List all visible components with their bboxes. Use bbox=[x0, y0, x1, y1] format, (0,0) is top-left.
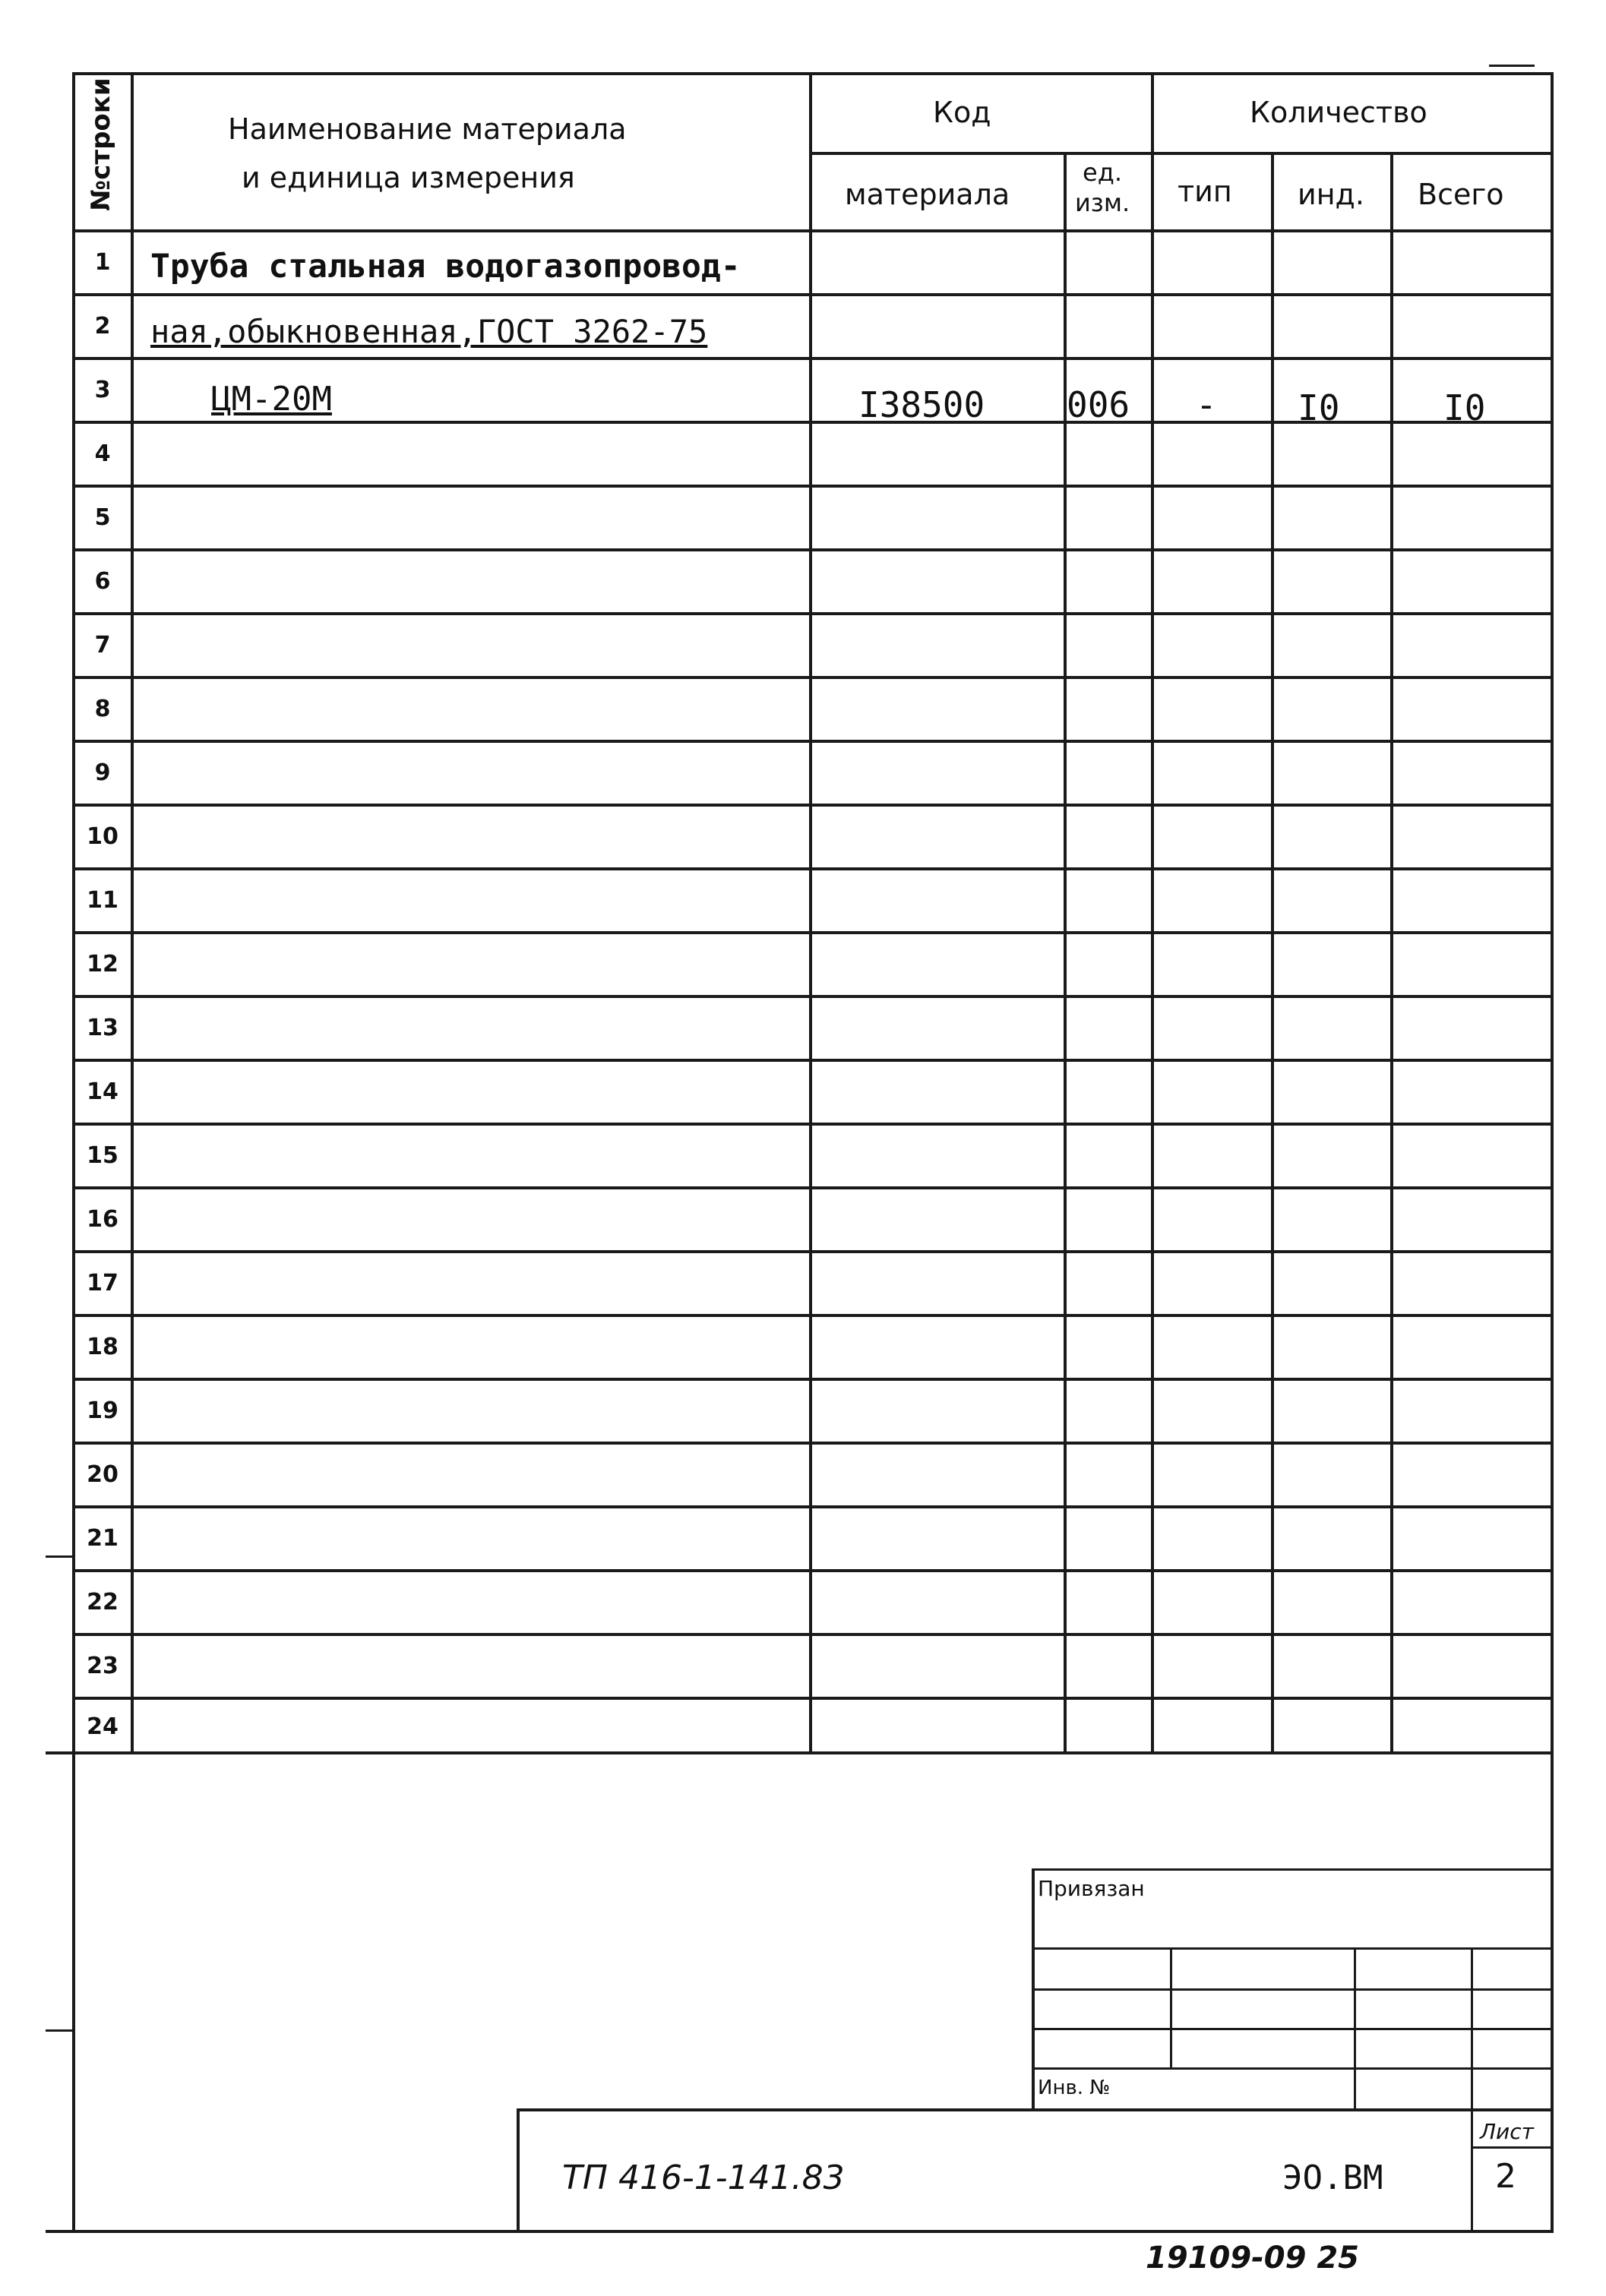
row-number: 24 bbox=[87, 1713, 119, 1740]
unit-code-cell: 006 bbox=[1067, 384, 1130, 425]
row-line-22 bbox=[72, 1633, 1554, 1636]
frame-right-line bbox=[1551, 72, 1554, 2233]
row-line-11 bbox=[72, 931, 1554, 934]
row-line-10 bbox=[72, 867, 1554, 870]
row-line-14 bbox=[72, 1123, 1554, 1126]
row-line-2 bbox=[72, 357, 1554, 360]
row-line-7 bbox=[72, 676, 1554, 679]
sheet-number: 2 bbox=[1495, 2157, 1516, 2196]
linked-label: Привязан bbox=[1038, 1876, 1145, 1901]
row-number: 1 bbox=[94, 249, 111, 276]
edge-mark-top bbox=[1489, 65, 1535, 67]
row-number: 4 bbox=[94, 441, 111, 467]
row-line-21 bbox=[72, 1569, 1554, 1572]
material-name-line2: ная,обыкновенная,ГОСТ 3262-75 bbox=[150, 313, 708, 350]
name-header-line2: и единица измерения bbox=[242, 161, 575, 194]
row-line-23 bbox=[72, 1697, 1554, 1700]
unit-header-line1: ед. bbox=[1083, 158, 1122, 187]
row-line-6 bbox=[72, 612, 1554, 615]
material-name-line3: ЦМ-20М bbox=[211, 380, 332, 418]
row-number: 21 bbox=[87, 1525, 119, 1552]
title-top-line bbox=[517, 2108, 1554, 2111]
type-header: тип bbox=[1178, 175, 1232, 208]
row-number: 7 bbox=[94, 632, 111, 658]
material-header: материала bbox=[845, 178, 1010, 211]
sheet-label: Лист bbox=[1480, 2119, 1534, 2144]
row-number: 17 bbox=[87, 1270, 119, 1296]
sheet-col-line bbox=[1471, 2108, 1473, 2233]
row-number: 20 bbox=[87, 1461, 119, 1488]
total-qty-cell: I0 bbox=[1443, 387, 1486, 428]
row-number: 10 bbox=[87, 823, 119, 850]
type-qty-cell: - bbox=[1196, 384, 1217, 425]
row-number: 13 bbox=[87, 1015, 119, 1041]
row-number: 19 bbox=[87, 1397, 119, 1424]
stamp-col-sep-2 bbox=[1354, 1947, 1356, 2111]
row-number: 12 bbox=[87, 951, 119, 977]
row-line-12 bbox=[72, 995, 1554, 998]
row-number: 5 bbox=[94, 504, 111, 531]
row-number: 11 bbox=[87, 887, 119, 914]
stamp-line-4 bbox=[1032, 2067, 1554, 2070]
quantity-header: Количество bbox=[1250, 96, 1427, 129]
row-line-19 bbox=[72, 1442, 1554, 1445]
row-line-16 bbox=[72, 1250, 1554, 1253]
row-line-1 bbox=[72, 293, 1554, 296]
material-name-line1: Труба стальная водогазопровод- bbox=[150, 248, 741, 286]
row-line-8 bbox=[72, 740, 1554, 743]
stamp-line-3 bbox=[1032, 2028, 1554, 2030]
stamp-col-sep-3 bbox=[1471, 1947, 1473, 2111]
margin-tick-2 bbox=[46, 2029, 73, 2032]
row-number: 2 bbox=[94, 313, 111, 340]
table-bottom-line bbox=[46, 1751, 1554, 1754]
stamp-line-1 bbox=[1032, 1947, 1554, 1950]
inventory-number-label: Инв. № bbox=[1038, 2077, 1111, 2099]
material-code-cell: I38500 bbox=[858, 384, 985, 425]
ind-qty-cell: I0 bbox=[1298, 387, 1340, 428]
unit-header-line2: изм. bbox=[1075, 188, 1130, 217]
row-line-15 bbox=[72, 1186, 1554, 1189]
row-number: 8 bbox=[94, 696, 111, 722]
col-sep-type bbox=[1271, 152, 1274, 1754]
row-number: 18 bbox=[87, 1334, 119, 1360]
frame-bottom-line bbox=[46, 2230, 1554, 2233]
col-sep-name bbox=[809, 72, 812, 1754]
row-number: 16 bbox=[87, 1206, 119, 1233]
frame-left-line bbox=[72, 72, 75, 2233]
document-code: ТП 416-1-141.83 bbox=[562, 2159, 845, 2197]
row-line-4 bbox=[72, 485, 1554, 488]
row-number: 15 bbox=[87, 1142, 119, 1169]
row-number: 23 bbox=[87, 1653, 119, 1679]
row-line-5 bbox=[72, 548, 1554, 551]
title-left-line bbox=[517, 2108, 520, 2233]
name-header-line1: Наименование материала bbox=[228, 112, 627, 146]
col-sep-rownum bbox=[131, 72, 134, 1754]
frame-top-line bbox=[72, 72, 1554, 75]
row-number: 14 bbox=[87, 1079, 119, 1105]
row-line-13 bbox=[72, 1059, 1554, 1062]
col-sep-unit bbox=[1151, 72, 1154, 1754]
stamp-line-2 bbox=[1032, 1988, 1554, 1991]
col-sep-ind bbox=[1390, 152, 1393, 1754]
row-line-20 bbox=[72, 1505, 1554, 1508]
document-mark: ЭО.ВМ bbox=[1282, 2159, 1383, 2197]
ind-header: инд. bbox=[1298, 178, 1364, 211]
row-line-18 bbox=[72, 1378, 1554, 1381]
stamp-top-line bbox=[1032, 1868, 1554, 1871]
row-number: 22 bbox=[87, 1589, 119, 1615]
archive-number: 19109-09 25 bbox=[1146, 2241, 1360, 2275]
header-mid-line bbox=[809, 152, 1554, 155]
stamp-col-sep-1 bbox=[1170, 1947, 1172, 2069]
rownum-header: №строки bbox=[86, 77, 116, 211]
row-line-9 bbox=[72, 804, 1554, 807]
code-header: Код bbox=[933, 96, 991, 129]
row-number: 6 bbox=[94, 568, 111, 595]
header-bottom-line bbox=[72, 229, 1554, 232]
total-header: Всего bbox=[1418, 178, 1504, 211]
sheet-label-line bbox=[1471, 2146, 1554, 2149]
row-line-17 bbox=[72, 1314, 1554, 1317]
margin-tick-1 bbox=[46, 1555, 73, 1558]
row-number: 3 bbox=[94, 377, 111, 403]
row-number: 9 bbox=[94, 760, 111, 786]
